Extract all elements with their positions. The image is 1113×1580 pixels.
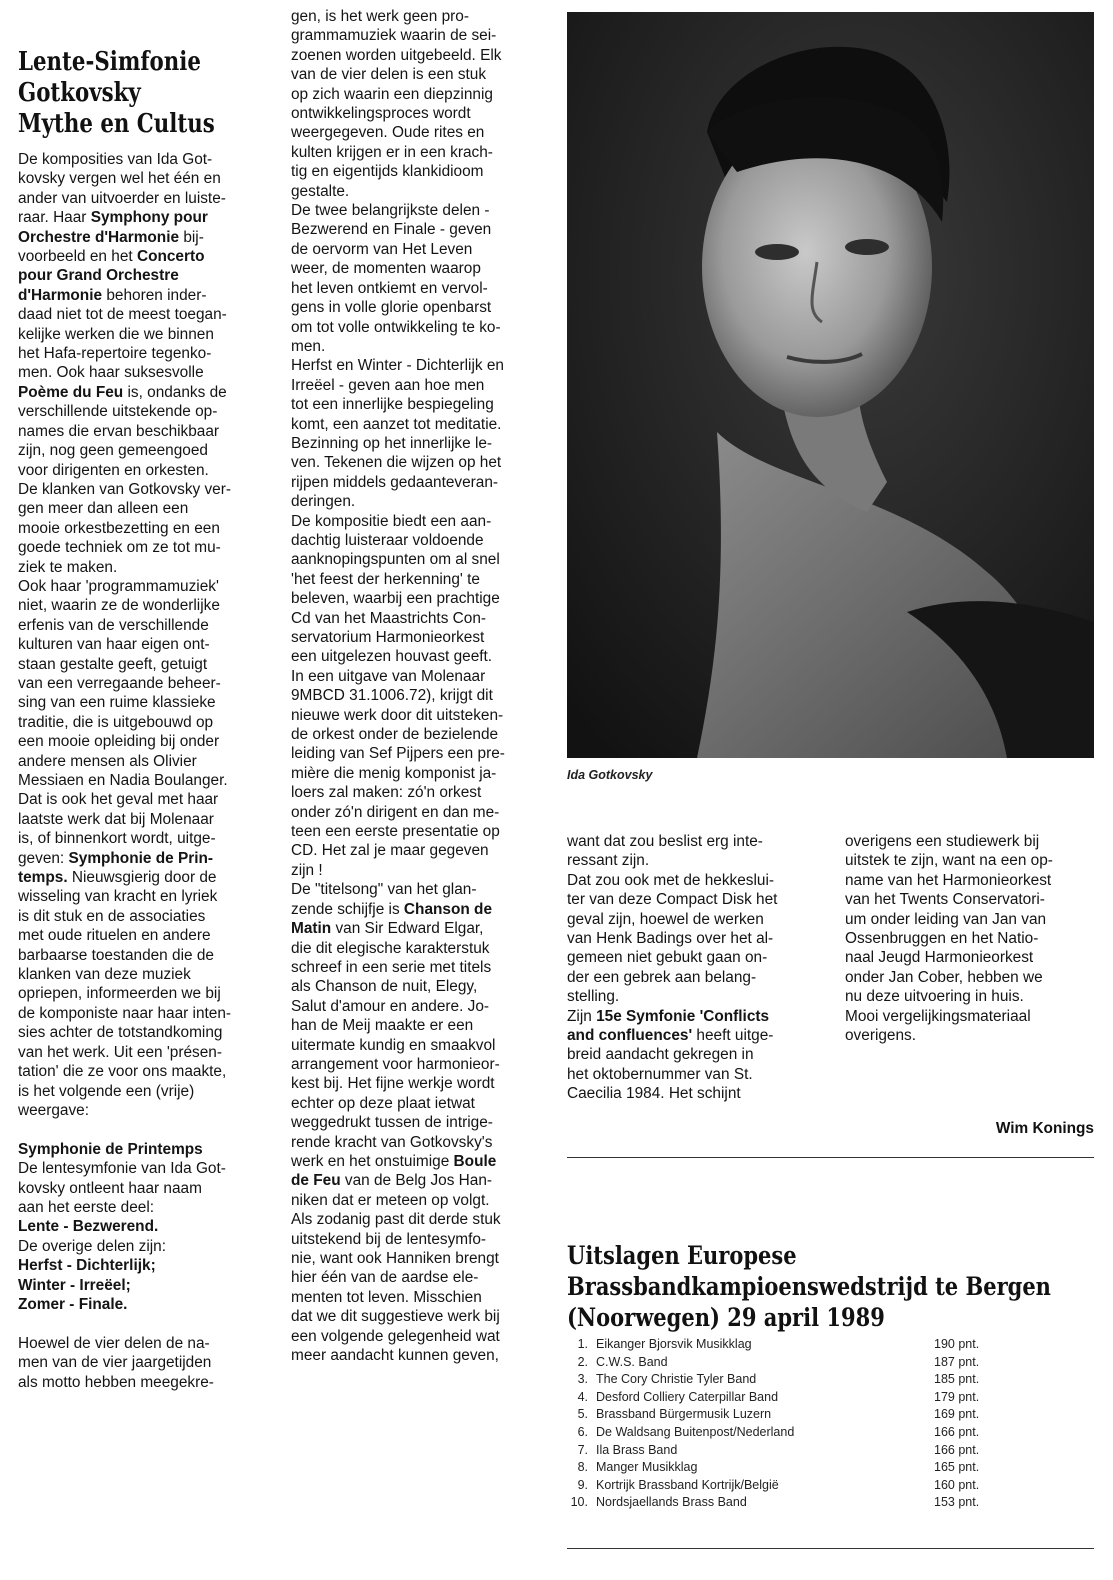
result-points: 166 pnt. (934, 1424, 980, 1439)
result-rank: 8. (577, 1460, 588, 1475)
result-row (570, 1477, 1000, 1495)
result-row (570, 1389, 1000, 1407)
result-rank: 6. (577, 1424, 588, 1439)
result-rank: 2. (577, 1354, 588, 1369)
result-row (570, 1494, 1000, 1512)
result-row (570, 1406, 1000, 1424)
result-row (570, 1371, 1000, 1389)
result-band-name: C.W.S. Band (596, 1354, 668, 1369)
result-rank: 4. (577, 1389, 588, 1404)
result-points: 179 pnt. (934, 1389, 980, 1404)
portrait-photo (567, 12, 1094, 758)
result-row (570, 1354, 1000, 1372)
result-band-name: Ila Brass Band (596, 1442, 678, 1457)
result-rank: 5. (577, 1407, 588, 1422)
result-points: 190 pnt. (934, 1337, 980, 1351)
result-rank: 7. (577, 1442, 588, 1457)
result-row (570, 1424, 1000, 1442)
section-divider-bottom (567, 1548, 1094, 1549)
result-points: 169 pnt. (934, 1407, 980, 1422)
result-band-name: Brassband Bürgermusik Luzern (596, 1407, 772, 1422)
result-row (570, 1459, 1000, 1477)
result-points: 166 pnt. (934, 1442, 980, 1457)
result-rank: 10. (570, 1495, 588, 1510)
result-band-name: The Cory Christie Tyler Band (596, 1372, 757, 1387)
section-divider-top (567, 1157, 1094, 1158)
photo-caption: Ida Gotkovsky (567, 768, 653, 782)
article-column-4: overigens een studiewerk bij uitstek te zijn, want na een op- name van het Harmonieorkest van het Twents Conservatori- um onder leiding van Jan van Ossenbruggen en het Natio- naal Jeugd Harmonieorkest onder Jan Cober, hebben we nu deze uitvoering in huis. Mooi vergelijkingsmateriaal overigens. (845, 833, 1053, 1045)
article-headline: Lente-Simfonie Gotkovsky Mythe en Cultus (18, 47, 215, 140)
result-points: 165 pnt. (934, 1460, 980, 1475)
result-rank: 9. (577, 1477, 588, 1492)
author-byline: Wim Konings (995, 1120, 1094, 1137)
result-band-name: Nordsjaellands Brass Band (596, 1495, 747, 1510)
article-column-1: De komposities van Ida Got- kovsky vergen wel het één en ander van uitvoerder en luiste- raar. Haar Symphony pour Orchestre d'Harmonie bij- voorbeeld en het Concerto pour Grand Orchestre d'Harmonie behoren inder- daad niet tot de meest toegan- kelijke werken die we binnen het Hafa-repertoire tegenko- men. Ook haar suksesvolle Poème du Feu is, ondanks de verschillende uitstekende op- names die ervan beschikbaar zijn, nog geen gemeengoed voor dirigenten en orkesten. De klanken van Gotkovsky ver- gen meer dan alleen een mooie orkestbezetting en een goede techniek om ze tot mu- ziek te maken. Ook haar 'programmamuziek' niet, waarin ze de wonderlijke erfenis van de verschillende kulturen van haar eigen ont- staan gestalte geeft, getuigt van een verregaande beheer- sing van een ruime klassieke traditie, die is uitgebouwd op een mooie opleiding bij onder andere mensen als Olivier Messiaen en Nadia Boulanger. Dat is ook het geval met haar laatste werk dat bij Molenaar is, of binnenkort wordt, uitge- geven: Symphonie de Prin- temps. Nieuwsgierig door de wisseling van kracht en lyriek is dit stuk en de associaties met oude rituelen en andere barbaarse toestanden die de klanken van deze muziek opriepen, informeerden we bij de komponiste naar haar inten- sies achter de totstandkoming van het werk. Uit een 'présen- tation' die ze voor ons maakte, is het volgende een (vrije) weergave: Symphonie de Printemps De lentesymfonie van Ida Got- kovsky ontleent haar naam aan het eerste deel: Lente - Bezwerend. De overige delen zijn: Herfst - Dichterlijk; Winter - Irreëel; Zomer - Finale. Hoewel de vier delen de na- men van de vier jaargetijden als motto hebben meegekre- (18, 151, 232, 1391)
article-column-3: want dat zou beslist erg inte- ressant zijn. Dat zou ook met de hekkeslui- ter van deze Compact Disk het geval zijn, hoewel de werken van Henk Badings over het al- gemeen niet gebukt gaan on- der een gebrek aan belang- stelling. Zijn 15e Symfonie 'Conflicts and confluences' heeft uitge- breid aandacht gekregen in het oktobernummer van St. Caecilia 1984. Het schijnt (567, 833, 778, 1103)
result-band-name: Kortrijk Brassband Kortrijk/België (596, 1477, 779, 1492)
article-column-2: gen, is het werk geen pro- grammamuziek waarin de sei- zoenen worden uitgebeeld. Elk van de vier delen is een stuk op zich waarin een diepzinnig ontwikkelingsproces wordt weergegeven. Oude rites en kulten krijgen er in een krach- tig en eigentijds klankidioom gestalte. De twee belangrijkste delen - Bezwerend en Finale - geven de oervorm van Het Leven weer, de momenten waarop het leven ontkiemt en vervol- gens in volle glorie openbarst om tot volle ontwikkeling te ko- men. Herfst en Winter - Dichterlijk en Irreëel - geven aan hoe men tot een innerlijke bespiegeling komt, een aanzet tot meditatie. Bezinning op het innerlijke le- ven. Tekenen die wijzen op het rijpen middels gedaanteveran- deringen. De kompositie biedt een aan- dachtig luisteraar voldoende aanknopingspunten om al snel 'het feest der herkenning' te beleven, waarbij een prachtige Cd van het Maastrichts Con- servatorium Harmonieorkest een uitgelezen houvast geeft. In een uitgave van Molenaar 9MBCD 31.1006.72), krijgt dit nieuwe werk door dit uitsteken- de orkest onder de bezielende leiding van Sef Pijpers een pre- mière die menig komponist ja- loers zal maken: zó'n orkest onder zó'n dirigent en dan me- teen een eerste presentatie op CD. Het zal je maar gegeven zijn ! De "titelsong" van het glan- zende schijfje is Chanson de Matin van Sir Edward Elgar, die dit elegische karakterstuk schreef in een serie met titels als Chanson de nuit, Elegy, Salut d'amour en andere. Jo- han de Meij maakte er een uitermate kundig en smaakvol arrangement voor harmonieor- kest bij. Het fijne werkje wordt echter op deze plaat ietwat weggedrukt tussen de intrige- rende kracht van Gotkovsky's werk en het onstuimige Boule de Feu van de Belg Jos Han- niken dat er meteen op volgt. Als zodanig past dit derde stuk uitstekend bij de lentesymfo- nie, want ook Hanniken brengt hier één van de aardse ele- menten tot leven. Misschien dat we dit suggestieve werk bij een volgende gelegenheid wat meer aandacht kunnen geven, (291, 8, 505, 1365)
result-rank: 1. (577, 1337, 588, 1351)
results-headline: Uitslagen Europese Brassbandkampioenswedstrijd te Bergen (Noorwegen) 29 april 1989 (567, 1240, 1051, 1332)
result-band-name: Desford Colliery Caterpillar Band (596, 1389, 779, 1404)
result-band-name: Manger Musikklag (596, 1460, 698, 1475)
result-row (570, 1442, 1000, 1460)
result-points: 153 pnt. (934, 1495, 980, 1510)
result-points: 160 pnt. (934, 1477, 980, 1492)
result-row (570, 1336, 1000, 1354)
result-points: 187 pnt. (934, 1354, 980, 1369)
result-band-name: De Waldsang Buitenpost/Nederland (596, 1424, 795, 1439)
results-list (570, 1336, 1000, 1512)
result-points: 185 pnt. (934, 1372, 980, 1387)
result-rank: 3. (577, 1372, 588, 1387)
result-band-name: Eikanger Bjorsvik Musikklag (596, 1337, 752, 1351)
